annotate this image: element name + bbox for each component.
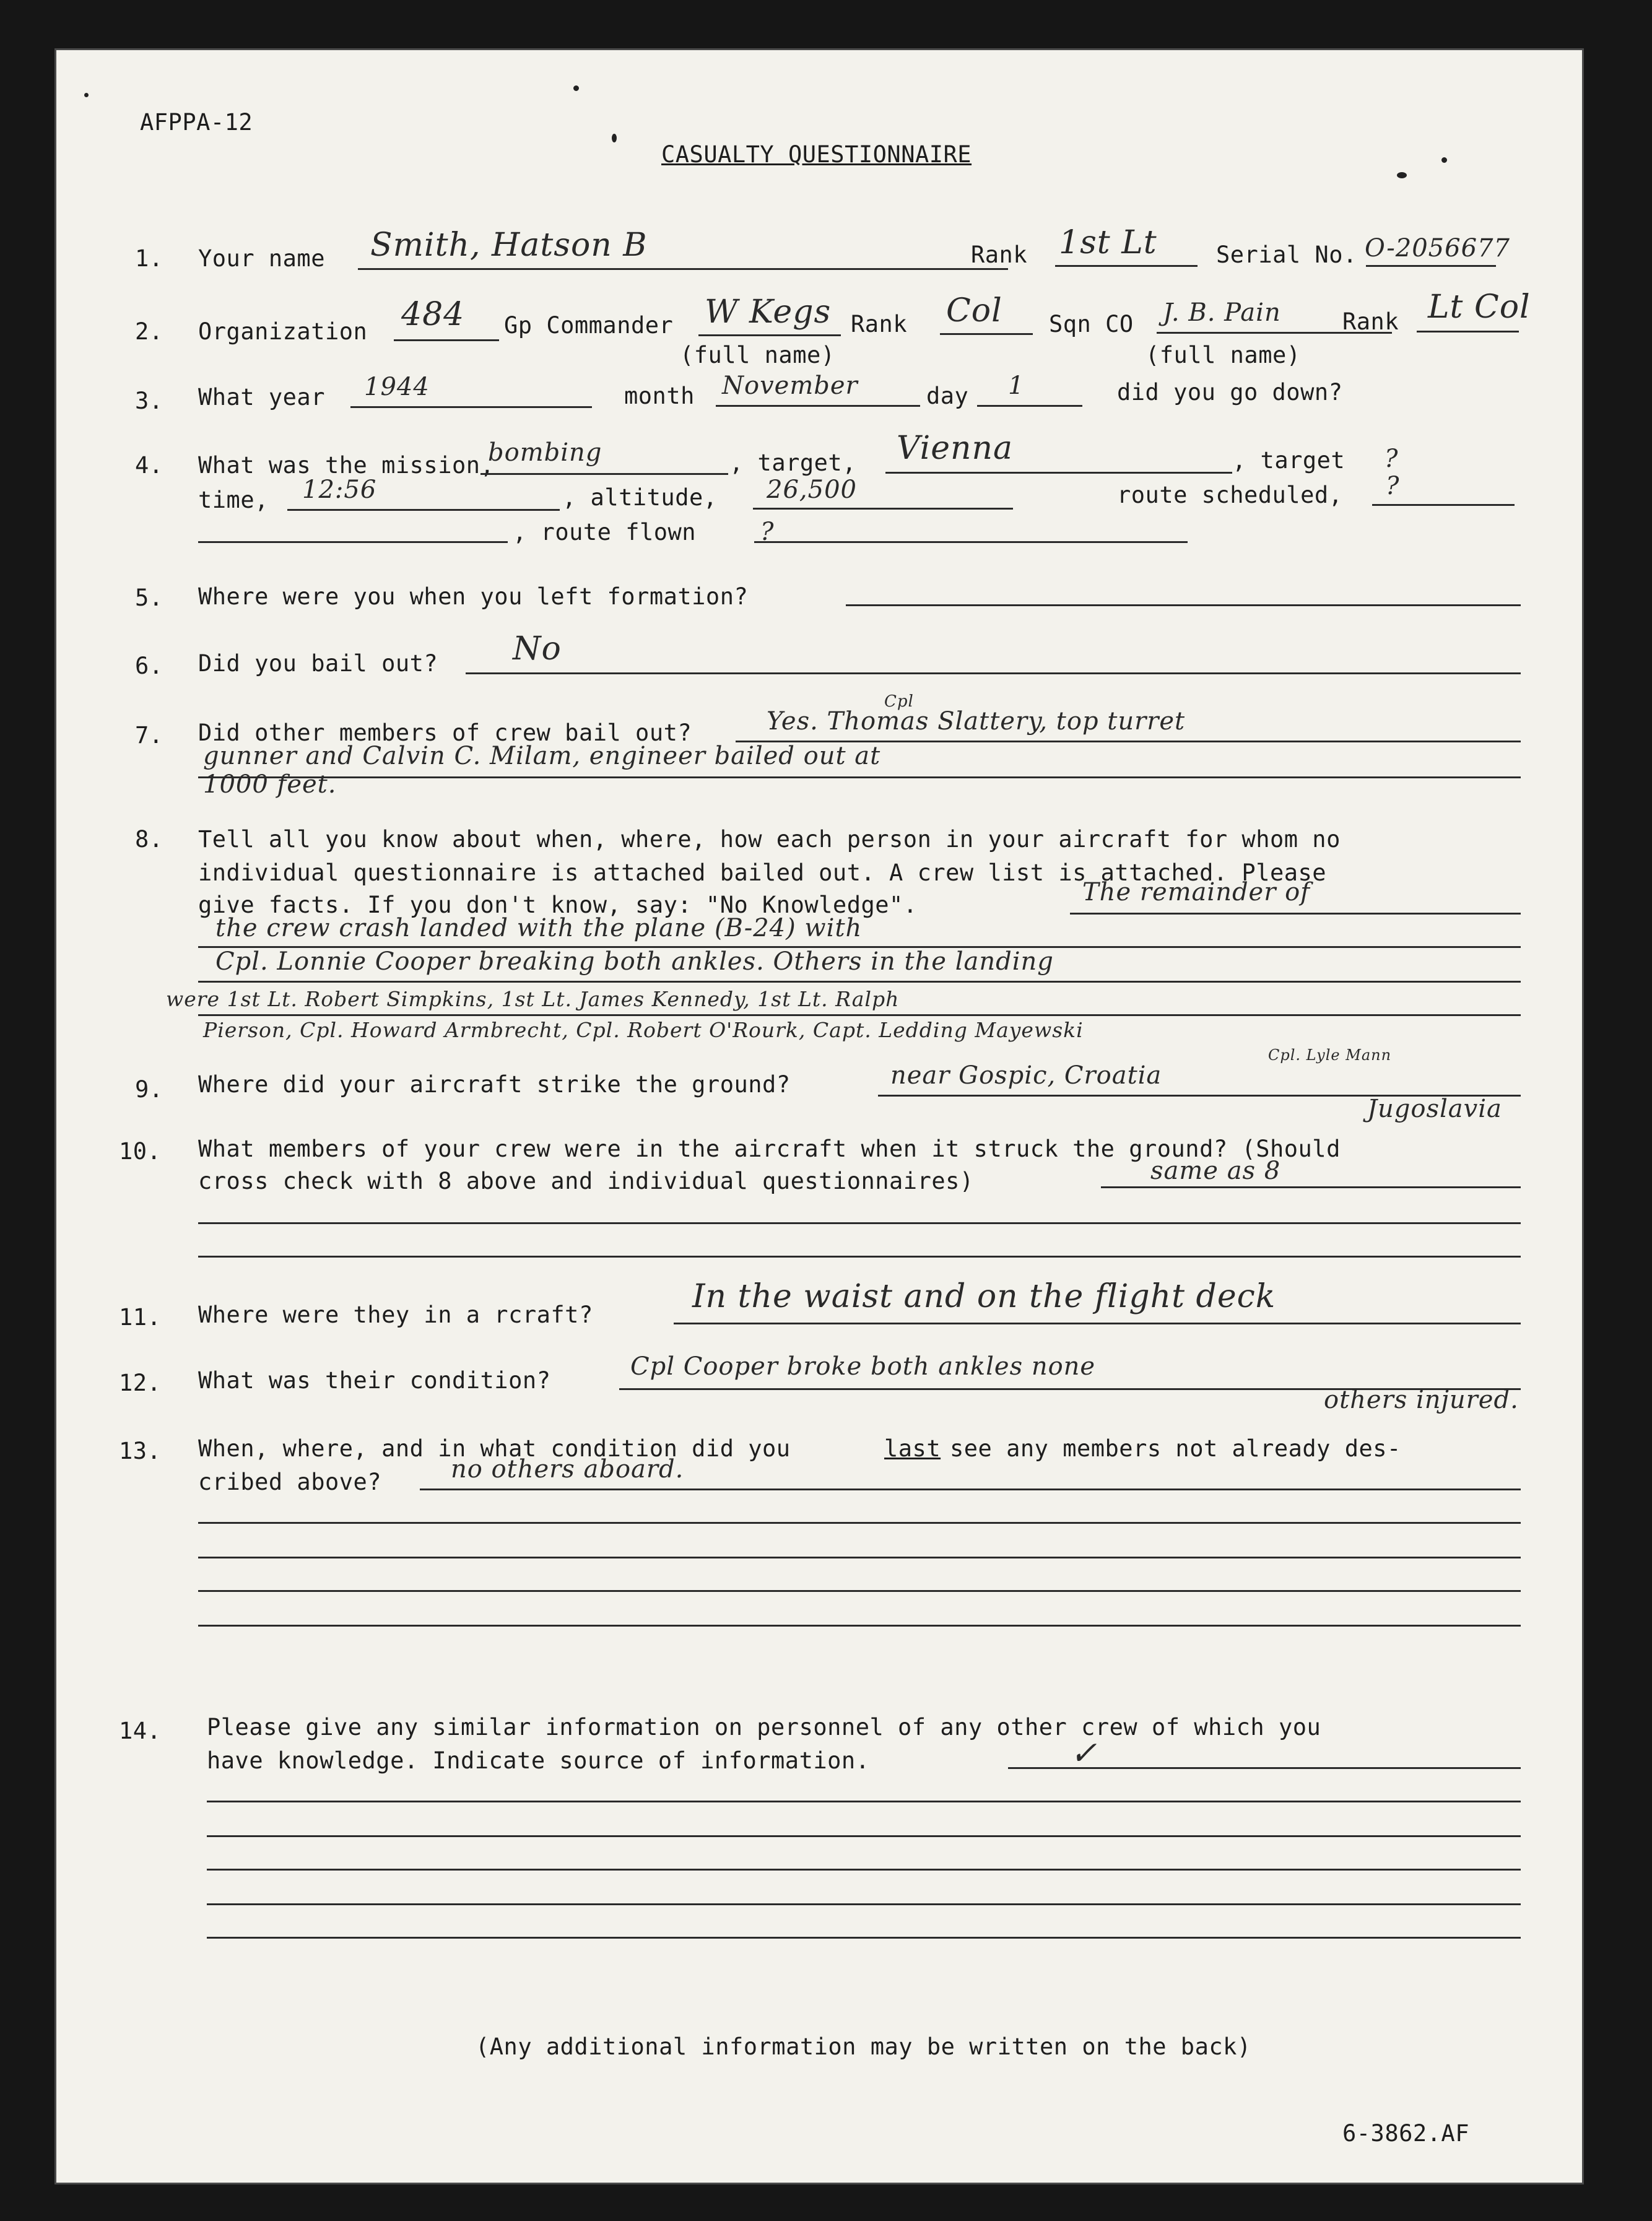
q2-label-gp-commander: Gp Commander [504,312,674,339]
answer-q7-line1: Yes. Thomas Slattery, top turret [767,707,1186,736]
answer-altitude: 26,500 [767,476,857,504]
answer-year: 1944 [364,373,430,401]
q13-text-1a: When, where, and in what condition did you [198,1435,791,1462]
q1-label-rank: Rank [971,241,1028,268]
q8-answer-line-3 [198,981,1521,983]
answer-sqn-co: J. B. Pain [1163,298,1281,327]
q4-number: 4. [135,452,163,479]
q1-label-name: Your name [198,245,325,272]
q13-text-last: last [884,1435,941,1462]
answer-mission: bombing [488,438,602,467]
q11-label: Where were they in a rcraft? [198,1302,593,1328]
answer-serial: O-2056677 [1365,234,1510,263]
answer-q7-cpl: Cpl [884,692,914,711]
q8-number: 8. [135,826,163,853]
questionnaire-page [54,48,1584,2184]
altitude-line [753,508,1013,510]
answer-q13: no others aboard. [451,1455,684,1484]
q14-answer-line-6 [207,1937,1521,1939]
answer-gp-commander: W Kegs [705,293,832,331]
answer-bail-out: No [513,630,562,667]
answer-q8-line2: the crew crash landed with the plane (B-24) with [215,914,863,942]
q13-text-1b: see any members not already des- [950,1435,1401,1462]
q1-number: 1. [135,245,163,272]
q5-number: 5. [135,585,163,611]
q14-text-1: Please give any similar information on personnel of any other crew of which you [207,1714,1321,1741]
q13-answer-line-2 [198,1522,1521,1524]
q7-label: Did other members of crew bail out? [198,719,692,746]
q2-label-sqn-rank: Rank [1342,308,1399,335]
answer-q8-line5: Pierson, Cpl. Howard Armbrecht, Cpl. Robert O'Rourk, Capt. Ledding Mayewski [203,1018,1084,1042]
day-line [977,405,1082,407]
q13-answer-line-1 [420,1489,1521,1490]
answer-target-time-mark: ? [1385,445,1399,473]
q12-label: What was their condition? [198,1367,551,1394]
q2-label-org: Organization [198,318,368,345]
q6-label: Did you bail out? [198,650,438,677]
answer-route-scheduled: ? [1386,472,1400,500]
q3-label-year: What year [198,384,325,411]
q9-number: 9. [135,1076,163,1103]
footer-note: (Any additional information may be written on the back) [476,2033,1251,2060]
q6-number: 6. [135,653,163,679]
answer-time: 12:56 [302,476,377,504]
route-flown-line [754,541,1188,543]
month-line [716,405,920,407]
q4-label-time: time, [198,487,269,513]
name-line [358,268,1008,270]
answer-q8-line4: were 1st Lt. Robert Simpkins, 1st Lt. James Kennedy, 1st Lt. Ralph [166,987,900,1011]
scan-speck [1397,172,1407,178]
answer-q9b: Jugoslavia [1367,1095,1502,1123]
q13-number: 13. [119,1438,162,1464]
mission-line [480,473,728,475]
scan-speck [84,93,89,97]
org-line [394,339,499,341]
answer-rank: 1st Lt [1059,224,1157,261]
answer-day: 1 [1008,372,1025,400]
answer-q8-line5b: Cpl. Lyle Mann [1268,1046,1392,1064]
rank-line [1055,265,1198,267]
gp-commander-line [698,334,841,336]
answer-target: Vienna [897,430,1014,467]
q10-text-1: What members of your crew were in the aircraft when it struck the ground? (Should [198,1136,1341,1162]
q10-answer-line-3 [198,1256,1521,1258]
q10-answer-line-1 [1101,1186,1521,1188]
answer-q9: near Gospic, Croatia [890,1061,1162,1090]
q14-answer-line-5 [207,1903,1521,1905]
q13-answer-line-4 [198,1590,1521,1592]
q2-label-full-name-1: (full name) [680,342,835,368]
year-line [350,406,592,408]
answer-q7-line3: 1000 feet. [203,770,337,799]
form-number: 6-3862.AF [1342,2120,1469,2147]
q4-label-mission: What was the mission, [198,452,495,479]
answer-month: November [722,372,858,400]
q14-text-2: have knowledge. Indicate source of information. [207,1747,870,1774]
q4-label-altitude: , altitude, [562,484,718,511]
q14-answer-line-4 [207,1869,1521,1871]
answer-q7-line2: gunner and Calvin C. Milam, engineer bailed out at [203,742,881,770]
sqn-rank-line [1417,331,1519,332]
q12-number: 12. [119,1370,162,1396]
q13-text-2: cribed above? [198,1469,382,1495]
q3-label-day: day [926,383,969,409]
q7-answer-line-2 [198,776,1521,778]
q14-answer-line-2 [207,1801,1521,1802]
answer-q12b: others injured. [1324,1386,1519,1414]
answer-sqn-rank: Lt Col [1428,289,1531,326]
answer-q8-line3: Cpl. Lonnie Cooper breaking both ankles. Others in the landing [215,947,1054,976]
serial-line [1366,265,1496,267]
q4-label-route-scheduled: route scheduled, [1117,482,1343,508]
answer-route-flown: ? [760,518,775,546]
q11-answer-line [674,1323,1521,1324]
gp-rank-line [940,333,1033,335]
q3-number: 3. [135,388,163,414]
q10-text-2: cross check with 8 above and individual questionnaires) [198,1168,974,1194]
answer-q14: ✓ [1070,1735,1098,1772]
q3-label-month: month [624,383,695,409]
answer-name: Smith, Hatson B [370,227,648,264]
q14-answer-line-3 [207,1835,1521,1837]
q8-answer-line-4 [198,1014,1521,1016]
q8-answer-line-1 [1070,913,1521,915]
q4-label-route-flown: , route flown [513,519,697,545]
q13-answer-line-3 [198,1557,1521,1558]
q5-answer-line [846,604,1521,606]
answer-q12: Cpl Cooper broke both ankles none [630,1352,1096,1381]
q8-text-3: give facts. If you don't know, say: "No Knowledge". [198,892,918,918]
q10-number: 10. [119,1138,162,1165]
q10-answer-line-2 [198,1222,1521,1224]
q2-label-sqn-co: Sqn CO [1049,311,1134,337]
q11-number: 11. [119,1304,162,1331]
q4-label-target: , target, [729,450,856,476]
target-line [885,472,1232,474]
q2-number: 2. [135,318,163,345]
form-code: AFPPA-12 [140,109,253,136]
q1-label-serial: Serial No. [1216,241,1357,268]
q8-text-1: Tell all you know about when, where, how each person in your aircraft for whom no [198,826,1341,853]
route-scheduled-line-2 [198,541,508,543]
form-title: CASUALTY QUESTIONNAIRE [661,141,972,168]
q7-number: 7. [135,722,163,749]
scan-speck [573,85,579,91]
answer-gp-rank: Col [946,292,1002,329]
q9-label: Where did your aircraft strike the ground? [198,1071,791,1098]
q6-answer-line [466,672,1521,674]
answer-q10: same as 8 [1150,1157,1281,1185]
q3-label-go-down: did you go down? [1117,379,1343,406]
q13-answer-line-5 [198,1625,1521,1627]
time-line [287,509,560,511]
q2-label-full-name-2: (full name) [1146,342,1301,368]
answer-organization: 484 [401,296,465,333]
q2-label-gp-rank: Rank [851,311,908,337]
scan-speck [1441,157,1447,163]
route-scheduled-line [1372,504,1515,506]
q14-number: 14. [119,1718,162,1744]
q8-text-2: individual questionnaire is attached bailed out. A crew list is attached. Please [198,859,1327,886]
scan-speck [612,134,617,142]
q4-label-target-time: , target [1232,447,1346,474]
answer-q8-line1: The remainder of [1082,878,1310,906]
answer-q11: In the waist and on the flight deck [692,1278,1276,1315]
q5-label: Where were you when you left formation? [198,583,749,610]
